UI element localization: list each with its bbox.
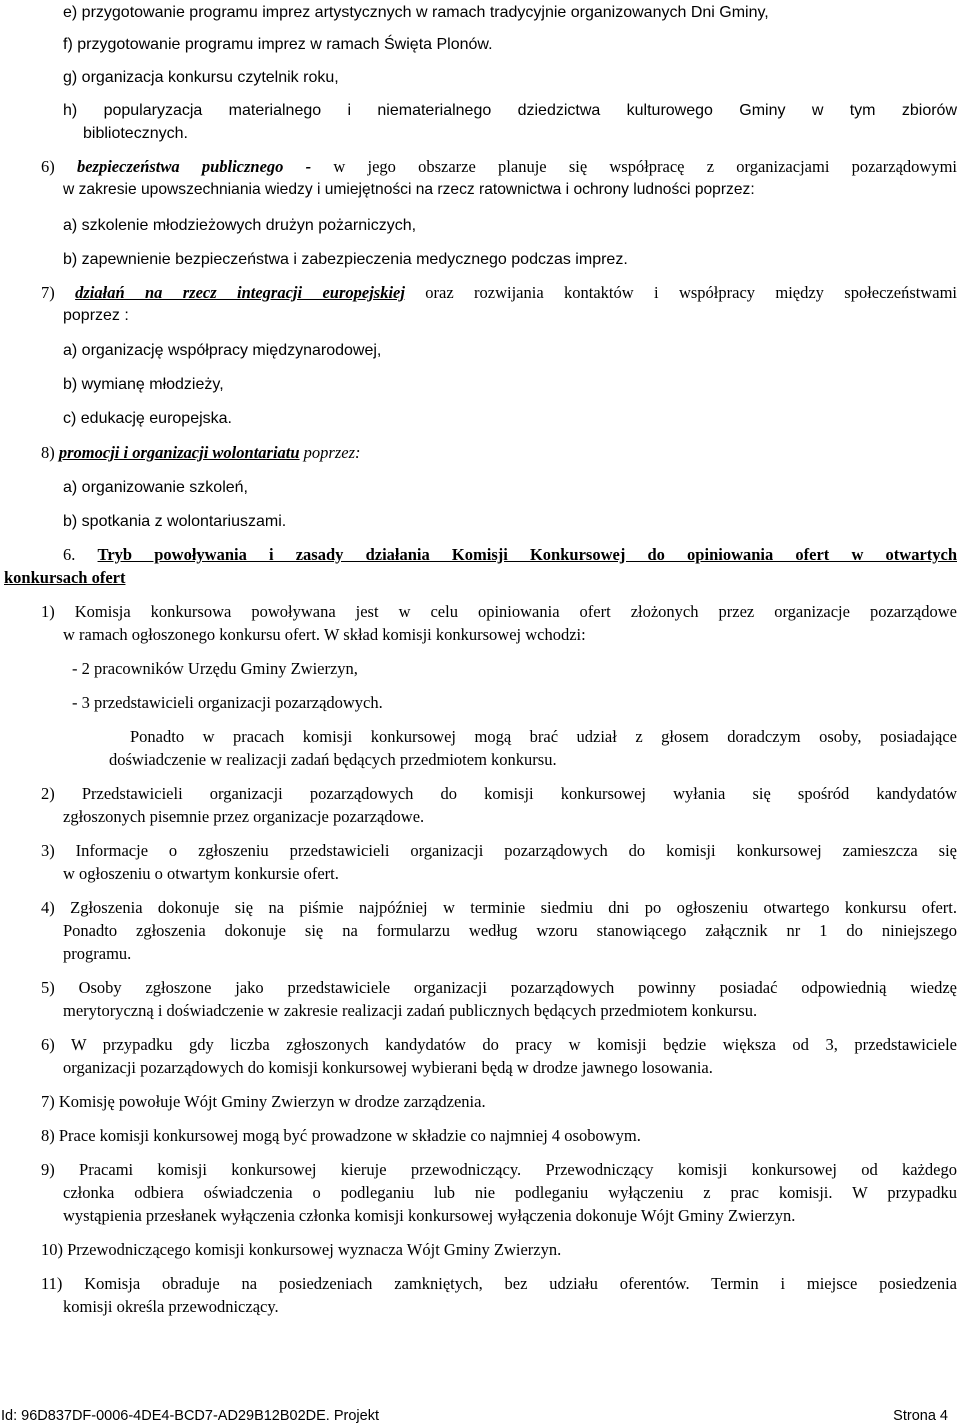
item-6-a: a) szkolenie młodzieżowych drużyn pożarniczych, [63,217,417,234]
list-item-h-line1: h) popularyzacja materialnego i niematerialnego dziedzictwa kulturowego Gminy w tym zbiorów [63,102,957,119]
rule-1-line1: 1) Komisja konkursowa powoływana jest w celu opiniowania ofert złożonych przez organizacje pozarządowe [41,602,957,621]
rule-5-line2: merytoryczną i doświadczenie w zakresie realizacji zadań publicznych będących przedmiotem konkursu. [63,1001,758,1020]
item-8-number: 8) [41,443,59,462]
item-6-line2: w zakresie upowszechniania wiedzy i umiejętności na rzecz ratownictwa i ochrony ludności poprzez: [63,181,755,198]
item-7-number: 7) [41,283,76,302]
rule-7: 7) Komisję powołuje Wójt Gminy Zwierzyn w drodze zarządzenia. [41,1092,486,1111]
item-6-b: b) zapewnienie bezpieczeństwa i zabezpieczenia medycznego podczas imprez. [63,251,628,268]
item-8-b: b) spotkania z wolontariuszami. [63,513,287,530]
footer-document-id: Id: 96D837DF-0006-4DE4-BCD7-AD29B12B02DE. Projekt [1,1408,379,1424]
rule-5-line1: 5) Osoby zgłoszone jako przedstawiciele organizacji pozarządowych powinny posiadać odpowiednią wiedzę [41,978,957,997]
item-6-text: w jego obszarze planuje się współpracę z organizacjami pozarządowymi [311,157,957,176]
item-7-text: oraz rozwijania kontaktów i współpracy między społeczeństwami [404,283,957,302]
section-6-number: 6. [63,545,98,564]
item-7-title: działań na rzecz integracji europejskiej [75,283,405,302]
item-7-b: b) wymianę młodzieży, [63,376,224,393]
list-item-f: f) przygotowanie programu imprez w ramach Święta Plonów. [63,36,493,53]
item-8-a: a) organizowanie szkoleń, [63,479,248,496]
rule-1-line2: w ramach ogłoszonego konkursu ofert. W skład komisji konkursowej wchodzi: [63,625,586,644]
item-8-line1 [41,443,361,463]
list-item-g: g) organizacja konkursu czytelnik roku, [63,69,339,86]
section-6-heading-line2: konkursach ofert [4,568,126,587]
footer-page-number: Strona 4 [893,1408,948,1424]
rule-6-line2: organizacji pozarządowych do komisji konkursowej wybierani będą w drodze jawnego losowania. [63,1058,713,1077]
section-6-heading-line1 [63,545,957,565]
item-8-text: poprzez: [299,443,361,462]
item-7-a: a) organizację współpracy międzynarodowej, [63,342,382,359]
rule-4-line2: Ponadto zgłoszenia dokonuje się na formularzu według wzoru stanowiącego załącznik nr 1 do niniejszego [63,921,957,940]
rule-6-line1: 6) W przypadku gdy liczba zgłoszonych kandydatów do pracy w komisji będzie większa od 3, przedstawiciele [41,1035,957,1054]
item-7-line2: poprzez : [63,307,129,324]
rule-9-line1: 9) Pracami komisji konkursowej kieruje przewodniczący. Przewodniczący komisji konkursowej od każdego [41,1160,957,1179]
rule-9-line3: wystąpienia przesłanek wyłączenia członka komisji konkursowej wyłączenia dokonuje Wójt Gminy Zwierzyn. [63,1206,796,1225]
rule-1-para-line2: doświadczenie w realizacji zadań będących przedmiotem konkursu. [109,750,557,769]
rule-3-line2: w ogłoszeniu o otwartym konkursie ofert. [63,864,339,883]
rule-10: 10) Przewodniczącego komisji konkursowej wyznacza Wójt Gminy Zwierzyn. [41,1240,562,1259]
section-6-title-line1: Tryb powoływania i zasady działania Komisji Konkursowej do opiniowania ofert w otwartych [97,545,958,564]
list-item-e: e) przygotowanie programu imprez artystycznych w ramach tradycyjnie organizowanych Dni Gminy, [63,4,769,21]
rule-11-line1: 11) Komisja obraduje na posiedzeniach zamkniętych, bez udziału oferentów. Termin i miejsce posiedzenia [41,1274,957,1293]
rule-1-dash1: - 2 pracowników Urzędu Gminy Zwierzyn, [72,659,358,678]
rule-11-line2: komisji określa przewodniczący. [63,1297,279,1316]
item-7-line1 [41,283,957,303]
rule-3-line1: 3) Informacje o zgłoszeniu przedstawicieli organizacji pozarządowych do komisji konkursowej zamieszcza się [41,841,957,860]
rule-1-para-line1: Ponadto w pracach komisji konkursowej mogą brać udział z głosem doradczym osoby, posiadające [130,727,957,746]
item-7-c: c) edukację europejska. [63,410,232,427]
list-item-h-line2: bibliotecznych. [83,125,188,142]
rule-9-line2: członka odbiera oświadczenia o podleganiu lub nie podleganiu wyłączeniu z prac komisji. W przypadku [63,1183,957,1202]
item-8-title: promocji i organizacji wolontariatu [58,443,300,462]
rule-4-line1: 4) Zgłoszenia dokonuje się na piśmie najpóźniej w terminie siedmiu dni po ogłoszeniu otwartego konkursu ofert. [41,898,957,917]
rule-1-dash2: - 3 przedstawicieli organizacji pozarządowych. [72,693,383,712]
rule-2-line2: zgłoszonych pisemnie przez organizacje pozarządowe. [63,807,425,826]
rule-4-line3: programu. [63,944,132,963]
rule-8: 8) Prace komisji konkursowej mogą być prowadzone w składzie co najmniej 4 osobowym. [41,1126,641,1145]
item-6-line1 [41,157,957,177]
item-6-title: bezpieczeństwa publicznego - [76,157,312,176]
rule-2-line1: 2) Przedstawicieli organizacji pozarządowych do komisji konkursowej wyłania się spośród kandydatów [41,784,957,803]
item-6-number: 6) [41,157,77,176]
